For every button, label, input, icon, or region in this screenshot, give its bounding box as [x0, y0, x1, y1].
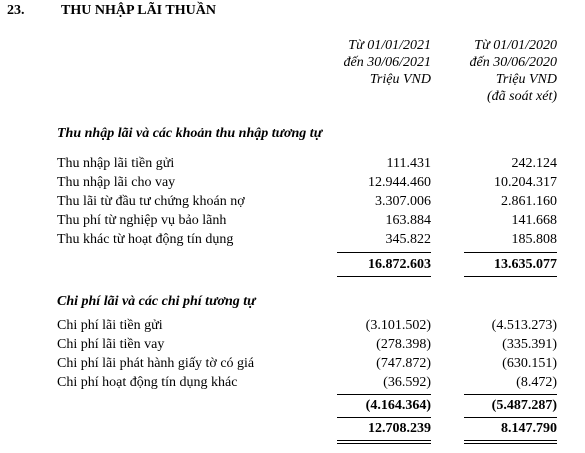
- row-label: Chi phí lãi tiền gửi: [57, 318, 163, 333]
- section-title: THU NHẬP LÃI THUẦN: [61, 3, 216, 18]
- row-label: Chi phí lãi phát hành giấy tờ có giá: [57, 356, 255, 371]
- column-header-period-start: Từ 01/01/2021: [348, 38, 431, 53]
- row-value-2020: (4.513.273): [491, 318, 557, 333]
- expense-subtotal-rule-2021: [337, 394, 431, 395]
- section-number: 23.: [7, 3, 25, 18]
- row-value-2020: 10.204.317: [494, 175, 557, 190]
- expense-heading: Chi phí lãi và các chi phí tương tự: [57, 294, 256, 309]
- row-label: Chi phí hoạt động tín dụng khác: [57, 375, 238, 390]
- row-value-2021: (3.101.502): [365, 318, 431, 333]
- row-value-2020: 185.808: [511, 232, 557, 247]
- income-total-2020: 13.635.077: [494, 257, 557, 272]
- net-double-rule-bottom-2021: [337, 443, 431, 444]
- row-label: Chi phí lãi tiền vay: [57, 337, 165, 352]
- net-double-rule-top-2020: [464, 440, 557, 441]
- row-value-2021: 111.431: [386, 156, 431, 171]
- expense-total-2021: (4.164.364): [365, 398, 431, 413]
- row-value-2020: (335.391): [502, 337, 557, 352]
- row-value-2020: 141.668: [511, 213, 557, 228]
- row-label: Thu khác từ hoạt động tín dụng: [57, 232, 234, 247]
- row-label: Thu phí từ nghiệp vụ bảo lãnh: [57, 213, 227, 228]
- column-header-unit: Triệu VND: [495, 72, 557, 87]
- income-subtotal-rule-2020: [464, 252, 557, 253]
- income-total-rule-2021: [337, 276, 431, 277]
- row-value-2020: (8.472): [516, 375, 557, 390]
- income-total-rule-2020: [464, 276, 557, 277]
- net-double-rule-top-2021: [337, 440, 431, 441]
- net-interest-income-2021: 12.708.239: [368, 421, 431, 436]
- row-label: Thu nhập lãi tiền gửi: [57, 156, 175, 171]
- row-value-2021: 345.822: [385, 232, 431, 247]
- row-value-2021: (747.872): [376, 356, 431, 371]
- income-total-2021: 16.872.603: [368, 257, 431, 272]
- row-value-2020: 2.861.160: [501, 194, 557, 209]
- row-value-2020: (630.151): [502, 356, 557, 371]
- row-value-2021: 3.307.006: [375, 194, 431, 209]
- row-value-2021: (278.398): [376, 337, 431, 352]
- row-value-2021: 12.944.460: [368, 175, 431, 190]
- column-header-review-note: (đã soát xét): [487, 89, 557, 104]
- income-subtotal-rule-2021: [337, 252, 431, 253]
- column-header-unit: Triệu VND: [369, 72, 431, 87]
- column-header-period-end: đến 30/06/2021: [343, 55, 431, 70]
- net-double-rule-bottom-2020: [464, 443, 557, 444]
- column-header-period-start: Từ 01/01/2020: [474, 38, 557, 53]
- net-interest-income-2020: 8.147.790: [501, 421, 557, 436]
- row-value-2020: 242.124: [511, 156, 557, 171]
- column-header-period-end: đến 30/06/2020: [469, 55, 557, 70]
- expense-subtotal-rule-2020: [464, 394, 557, 395]
- row-value-2021: 163.884: [385, 213, 431, 228]
- expense-total-rule-2020: [464, 417, 557, 418]
- row-label: Thu nhập lãi cho vay: [57, 175, 176, 190]
- income-heading: Thu nhập lãi và các khoản thu nhập tương tự: [57, 126, 323, 141]
- expense-total-2020: (5.487.287): [491, 398, 557, 413]
- row-label: Thu lãi từ đầu tư chứng khoán nợ: [57, 194, 245, 209]
- expense-total-rule-2021: [337, 417, 431, 418]
- row-value-2021: (36.592): [383, 375, 431, 390]
